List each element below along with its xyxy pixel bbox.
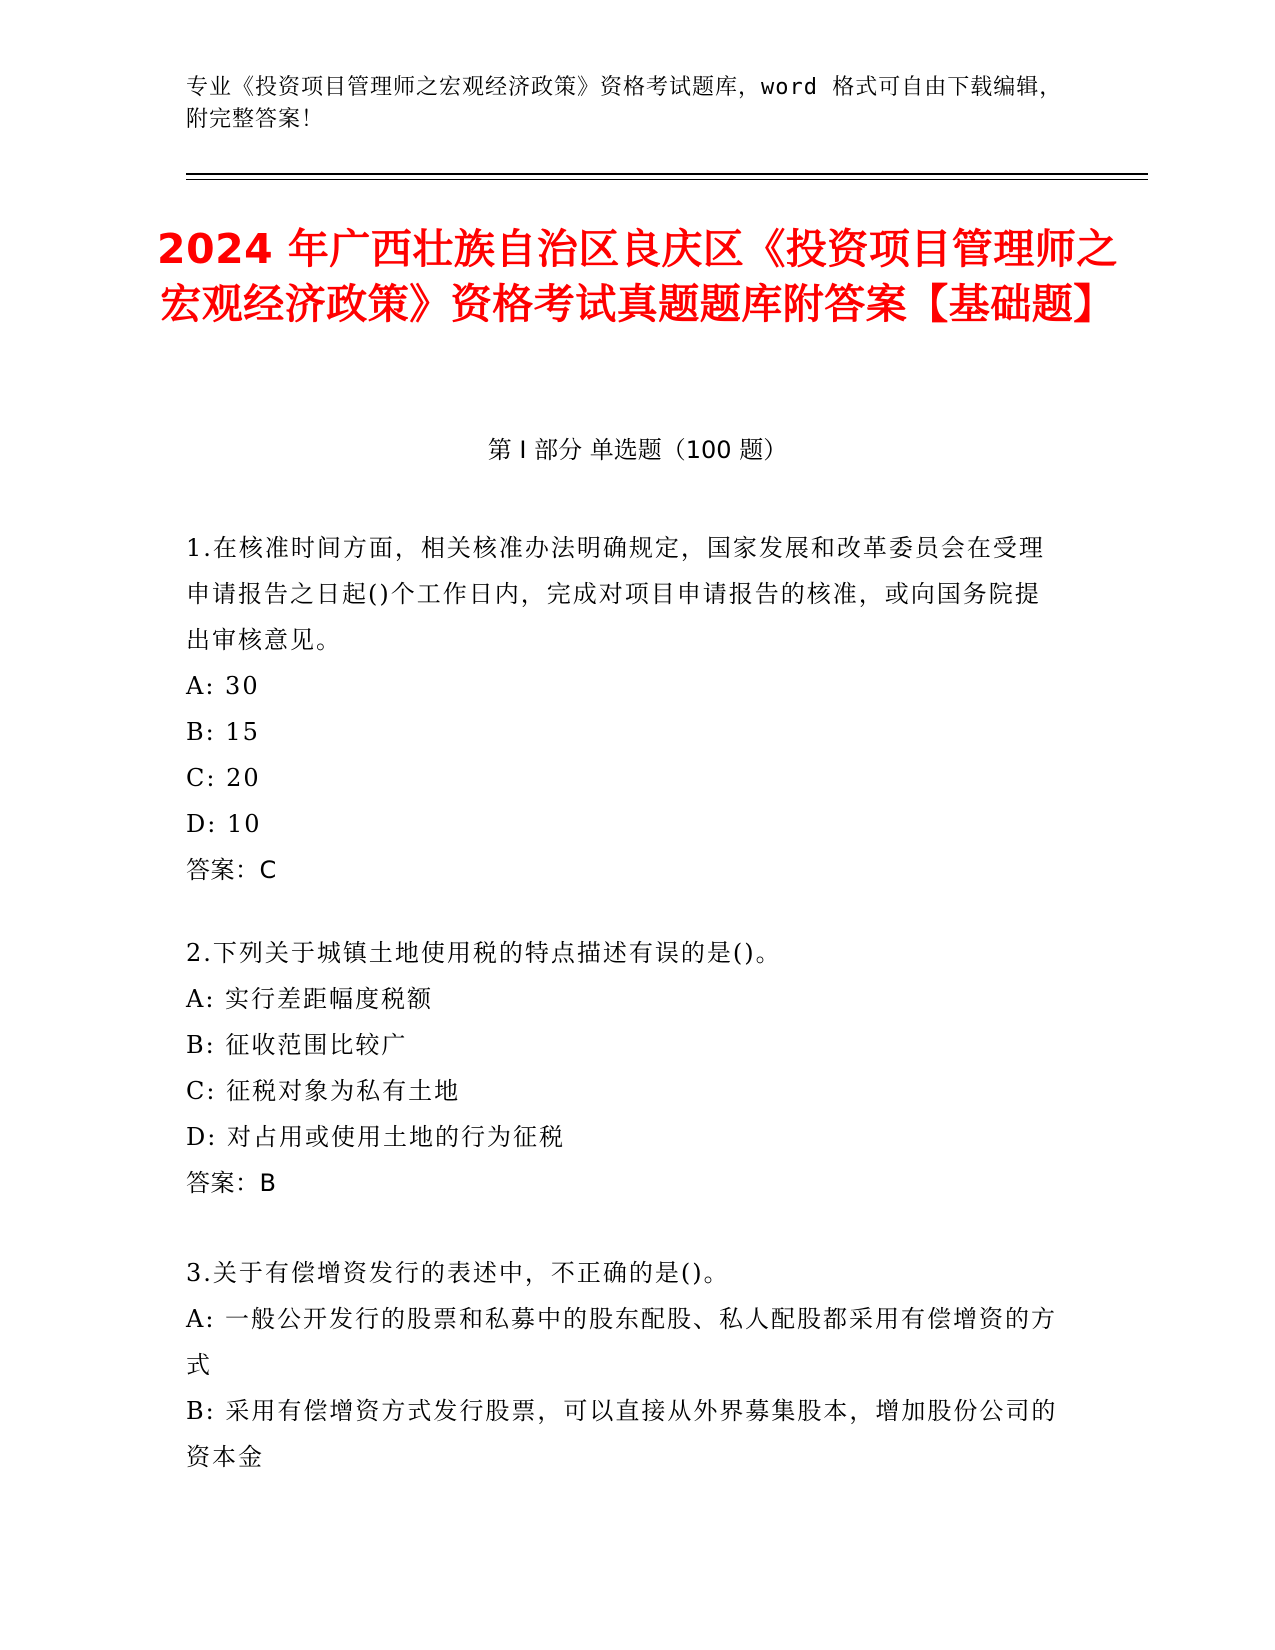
section-heading: 第 I 部分 单选题（100 题）: [487, 436, 788, 464]
option-a: A: 实行差距幅度税额: [186, 985, 434, 1013]
answer-label: 答案：: [186, 856, 260, 884]
answer-value: B: [259, 1169, 277, 1197]
document-title: 2024 年广西壮族自治区良庆区《投资项目管理师之宏观经济政策》资格考试真题题库附答案【基础题】: [157, 225, 1118, 328]
answer-label: 答案：: [186, 1169, 260, 1197]
option-a: A: 一般公开发行的股票和私募中的股东配股、私人配股都采用有偿增资的方式: [186, 1305, 1058, 1379]
question-stem: 1.在核准时间方面，相关核准办法明确规定，国家发展和改革委员会在受理申请报告之日起()个工作日内，完成对项目申请报告的核准，或向国务院提出审核意见。: [186, 534, 1045, 654]
answer: [186, 1160, 1066, 1206]
header-note: 专业《投资项目管理师之宏观经济政策》资格考试题库，word 格式可自由下载编辑，附完整答案！: [186, 75, 1063, 132]
question-1: [186, 525, 1066, 893]
option-b: B: 征收范围比较广: [186, 1031, 408, 1059]
question-stem: 2.下列关于城镇土地使用税的特点描述有误的是()。: [186, 939, 782, 967]
answer-value: C: [259, 856, 277, 884]
option-d: D: 对占用或使用土地的行为征税: [186, 1123, 565, 1151]
option-a: A: 30: [186, 672, 260, 700]
header-divider-thin: [186, 179, 1148, 180]
question-stem: 3.关于有偿增资发行的表述中，不正确的是()。: [186, 1259, 730, 1287]
option-b: B: 15: [186, 718, 260, 746]
answer: [186, 847, 1066, 893]
option-d: D: 10: [186, 810, 262, 838]
header-divider: [186, 173, 1148, 175]
question-2: [186, 930, 1066, 1206]
option-c: C: 征税对象为私有土地: [186, 1077, 461, 1105]
option-c: C: 20: [186, 764, 261, 792]
question-3: [186, 1250, 1066, 1480]
option-b: B: 采用有偿增资方式发行股票，可以直接从外界募集股本，增加股份公司的资本金: [186, 1397, 1058, 1471]
